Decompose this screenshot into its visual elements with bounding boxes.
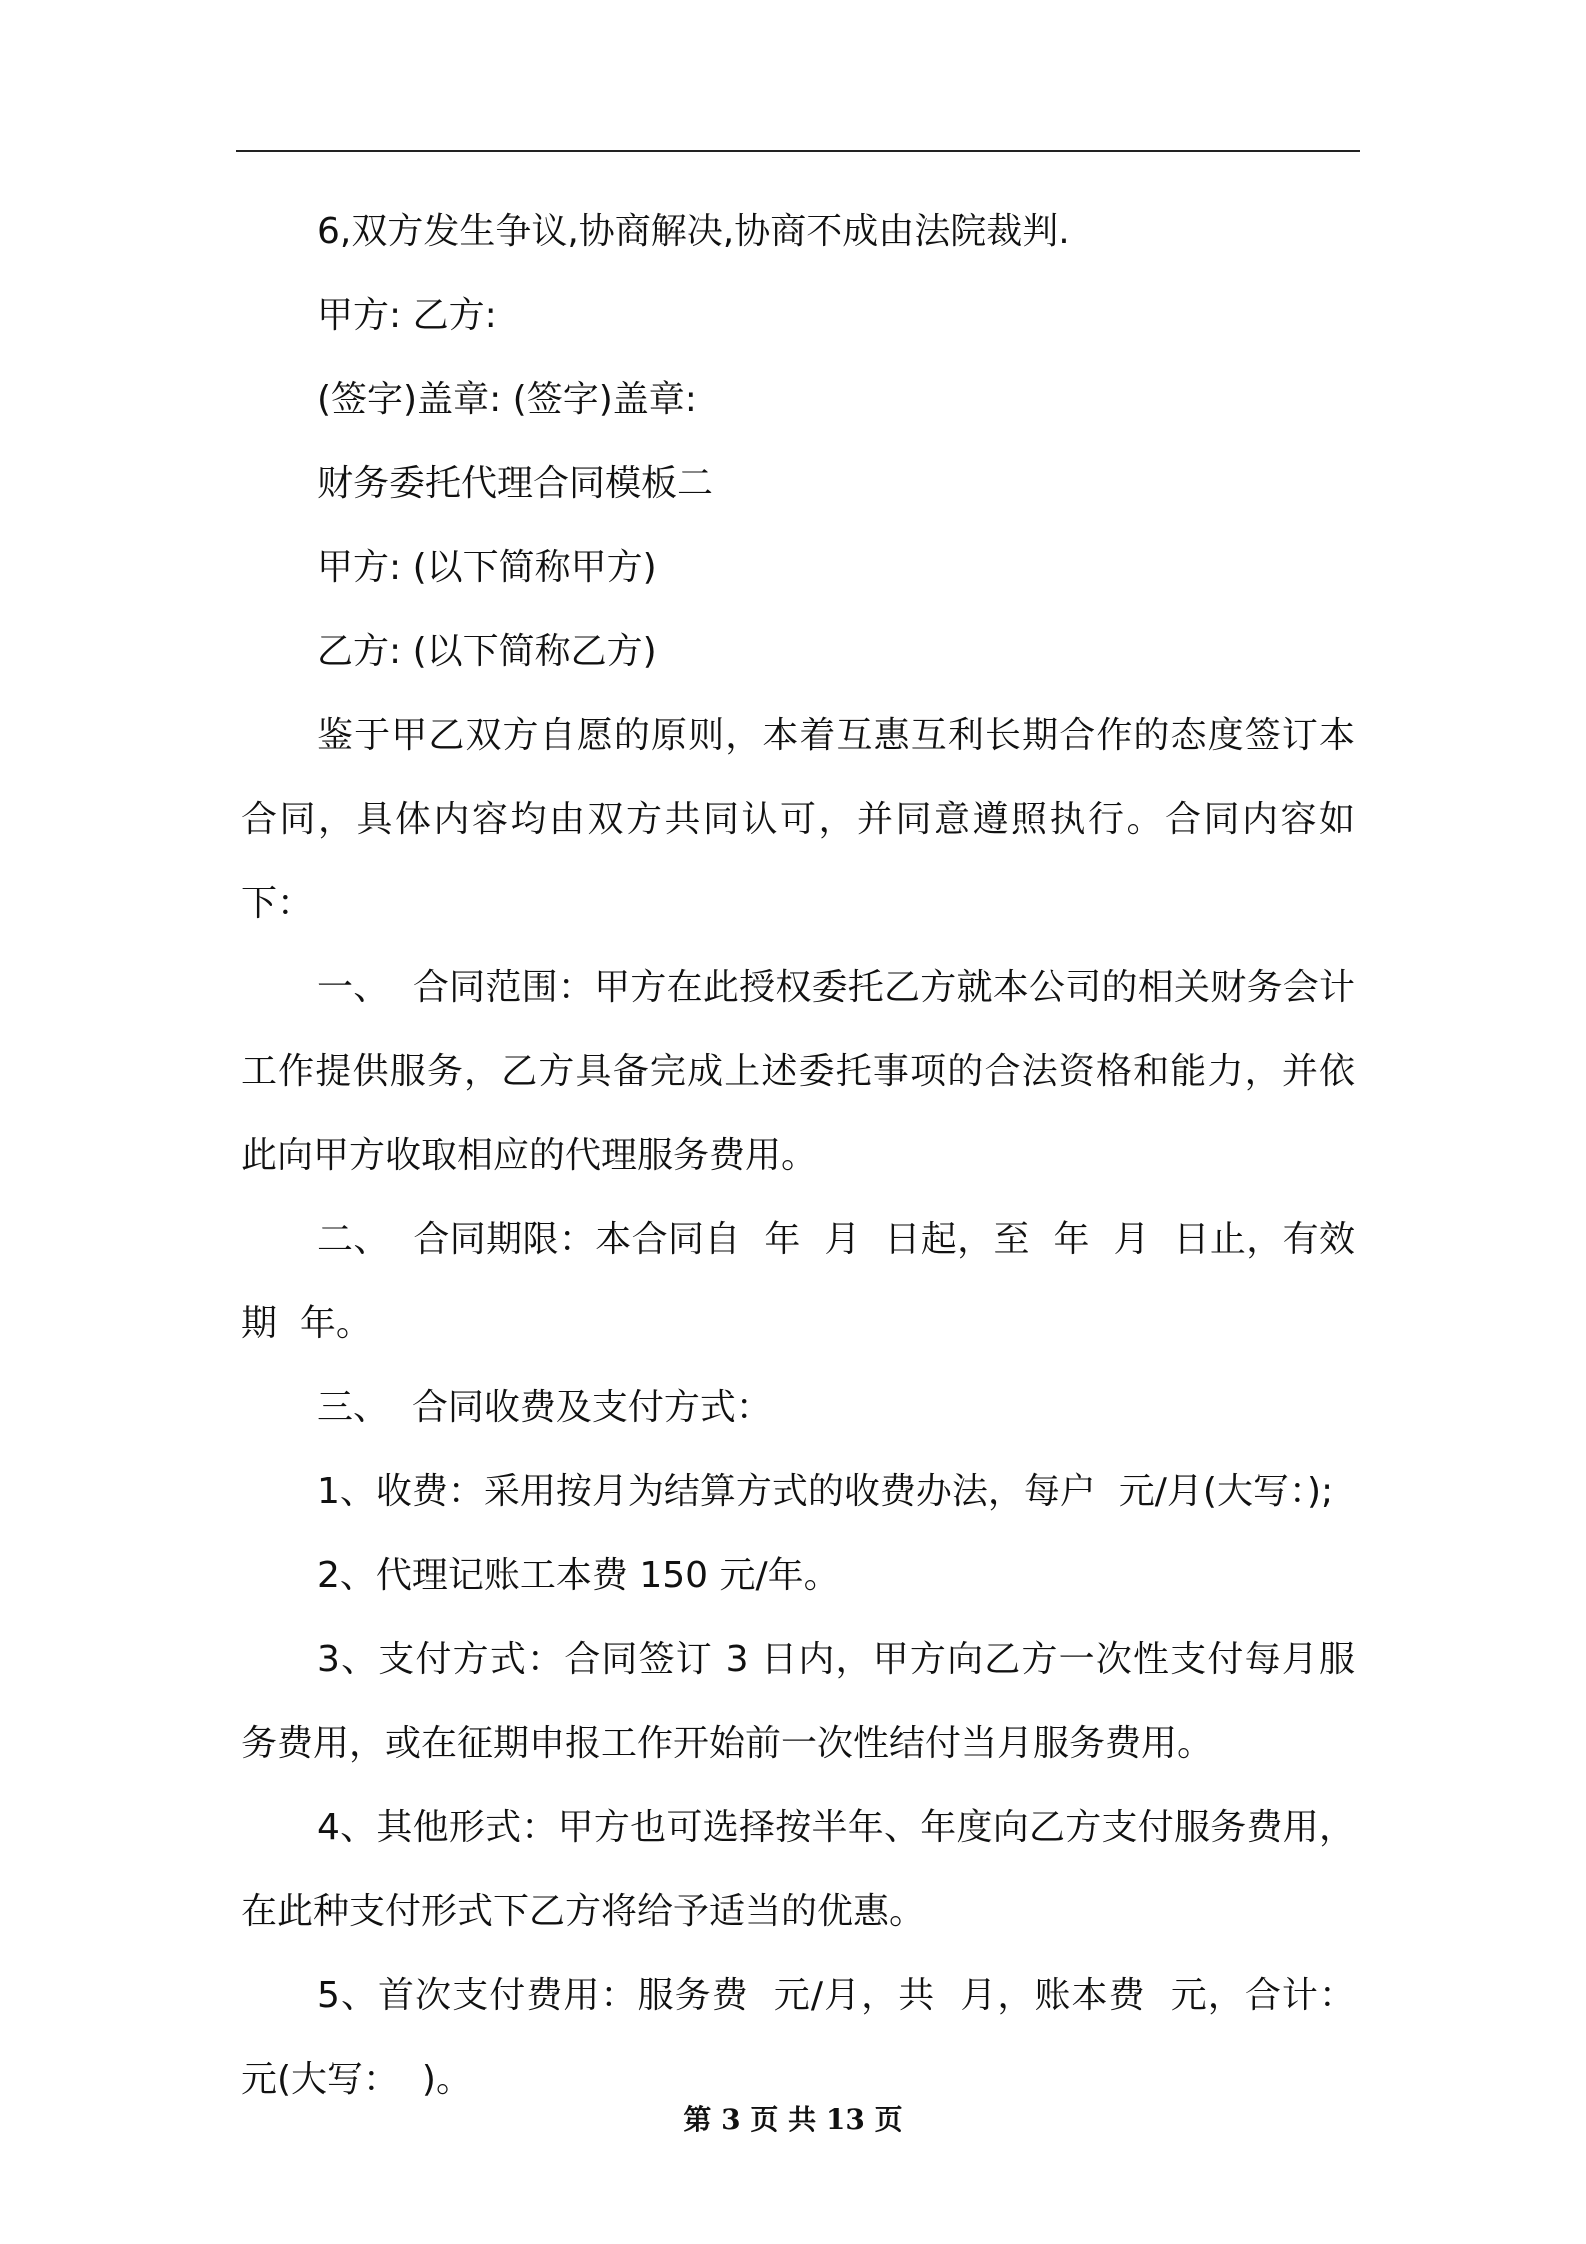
document-body [241, 190, 1378, 2122]
paragraph-party-b: 乙方: (以下简称乙方) [317, 631, 657, 672]
paragraph-scope: 一、 合同范围：甲方在此授权委托乙方就本公司的相关财务会计工作提供服务，乙方具备完成上述委托事项的合法资格和能力，并依此向甲方收取相应的代理服务费用。 [241, 967, 1355, 1176]
paragraph-fee-2: 2、代理记账工本费 150 元/年。 [317, 1555, 840, 1596]
paragraph-term: 二、 合同期限：本合同自 年 月 日起，至 年 月 日止，有效期 年。 [241, 1219, 1355, 1344]
paragraph-party-a: 甲方: (以下简称甲方) [317, 547, 657, 588]
paragraph-fee-1: 1、收费：采用按月为结算方式的收费办法，每户 元/月(大写：); [317, 1471, 1334, 1512]
paragraph-preamble: 鉴于甲乙双方自愿的原则，本着互惠互利长期合作的态度签订本合同，具体内容均由双方共同认可，并同意遵照执行。合同内容如下： [241, 715, 1355, 924]
header-rule [236, 150, 1360, 152]
page-number: 第 3 页 共 13 页 [683, 2103, 903, 2136]
paragraph-fees-heading: 三、 合同收费及支付方式： [317, 1387, 772, 1428]
paragraph-dispute: 6,双方发生争议,协商解决,协商不成由法院裁判. [317, 211, 1070, 252]
paragraph-fee-4: 4、其他形式：甲方也可选择按半年、年度向乙方支付服务费用，在此种支付形式下乙方将给予适当的优惠。 [241, 1807, 1355, 1932]
paragraph-signatures: (签字)盖章: (签字)盖章: [317, 379, 697, 420]
paragraph-parties: 甲方: 乙方: [317, 295, 497, 336]
template-title: 财务委托代理合同模板二 [317, 463, 714, 504]
paragraph-fee-3: 3、支付方式：合同签订 3 日内，甲方向乙方一次性支付每月服务费用，或在征期申报工作开始前一次性结付当月服务费用。 [241, 1639, 1355, 1764]
paragraph-fee-5: 5、首次支付费用：服务费 元/月，共 月，账本费 元，合计： 元(大写： )。 [241, 1975, 1378, 2100]
